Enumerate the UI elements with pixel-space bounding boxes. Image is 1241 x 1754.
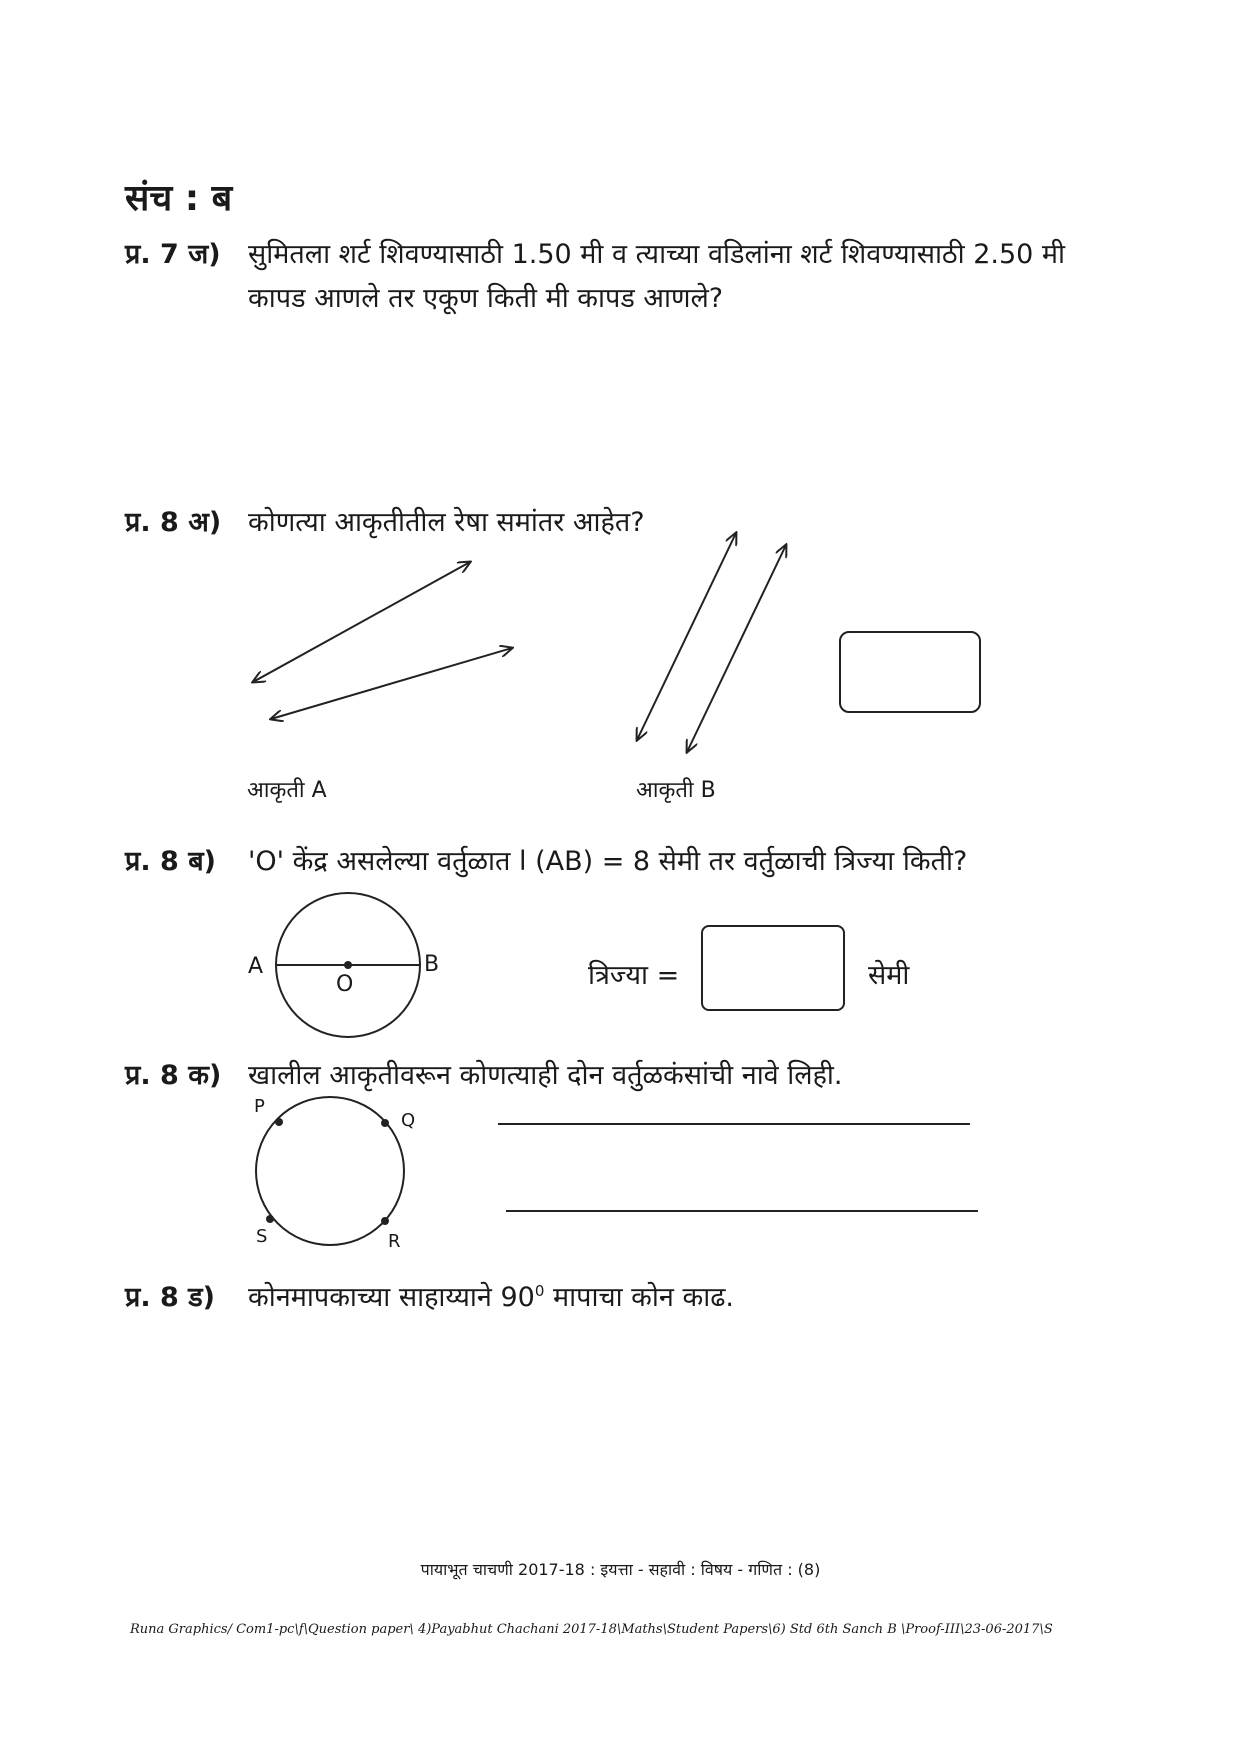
figure-a-line-2 xyxy=(271,648,512,719)
question-7j-text-line2: कापड आणले तर एकूण किती मी कापड आणले? xyxy=(248,283,724,314)
q8b-center-point xyxy=(344,961,352,969)
point-r-dot xyxy=(381,1217,389,1225)
point-s-dot xyxy=(266,1215,274,1223)
figure-b-line-1 xyxy=(637,533,736,740)
point-p-label: P xyxy=(254,1096,265,1117)
question-8b-label: प्र. 8 ब) xyxy=(125,846,216,877)
question-8a-label: प्र. 8 अ) xyxy=(125,507,222,538)
question-8d-label: प्र. 8 ड) xyxy=(125,1282,215,1313)
question-8k-text: खालील आकृतीवरून कोणत्याही दोन वर्तुळकंसांची नावे लिही. xyxy=(248,1060,843,1091)
q8b-circle-figure xyxy=(276,893,420,1037)
question-7j-text-line1: सुमितला शर्ट शिवण्यासाठी 1.50 मी व त्याच्या वडिलांना शर्ट शिवण्यासाठी 2.50 मी xyxy=(248,239,1066,270)
question-8d-text-tail: मापाचा कोन काढ. xyxy=(544,1282,734,1313)
question-8d-text xyxy=(248,1277,734,1314)
answer-line-1[interactable] xyxy=(498,1123,970,1125)
question-8a-text: कोणत्या आकृतीतील रेषा समांतर आहेत? xyxy=(248,507,645,538)
question-8d-text-main: कोनमापकाच्या साहाय्याने 90 xyxy=(248,1282,535,1313)
question-8b-text: 'O' केंद्र असलेल्या वर्तुळात l (AB) = 8 सेमी तर वर्तुळाची त्रिज्या किती? xyxy=(248,846,968,877)
figure-a-lines xyxy=(253,562,512,719)
q8b-point-o-label: O xyxy=(336,972,354,997)
point-p-dot xyxy=(275,1118,283,1126)
degree-superscript: 0 xyxy=(534,1282,545,1300)
figure-b-line-2 xyxy=(687,545,786,752)
answer-line-2[interactable] xyxy=(506,1210,978,1212)
proof-footnote: Runa Graphics/ Com1-pc\f\Question paper\ 4)Payabhut Chachani 2017-18\Maths\Student Papers\6) Std 6th Sanch B \Proof-III\23-06-2017\S xyxy=(130,1622,1053,1637)
point-s-label: S xyxy=(256,1226,268,1247)
figure-a-line-1 xyxy=(253,562,470,682)
radius-label: त्रिज्या = xyxy=(588,960,680,991)
q8b-point-a-label: A xyxy=(248,954,264,979)
point-q-dot xyxy=(381,1119,389,1127)
page-footer: पायाभूत चाचणी 2017-18 : इयत्ता - सहावी : विषय - गणित : (8) xyxy=(420,1560,821,1579)
point-r-label: R xyxy=(388,1231,401,1252)
figure-b-lines xyxy=(637,533,786,752)
radius-answer-box[interactable] xyxy=(701,925,845,1011)
q8b-point-b-label: B xyxy=(424,952,440,977)
set-title: संच : ब xyxy=(125,178,233,219)
radius-unit: सेमी xyxy=(868,960,910,991)
q8k-circle-figure xyxy=(256,1097,404,1245)
question-8k-label: प्र. 8 क) xyxy=(125,1060,222,1091)
figure-b-label: आकृती B xyxy=(636,778,716,803)
figure-a-label: आकृती A xyxy=(247,778,327,803)
point-q-label: Q xyxy=(401,1110,416,1131)
q8a-answer-box xyxy=(840,632,980,712)
question-7j-label: प्र. 7 ज) xyxy=(125,239,221,270)
